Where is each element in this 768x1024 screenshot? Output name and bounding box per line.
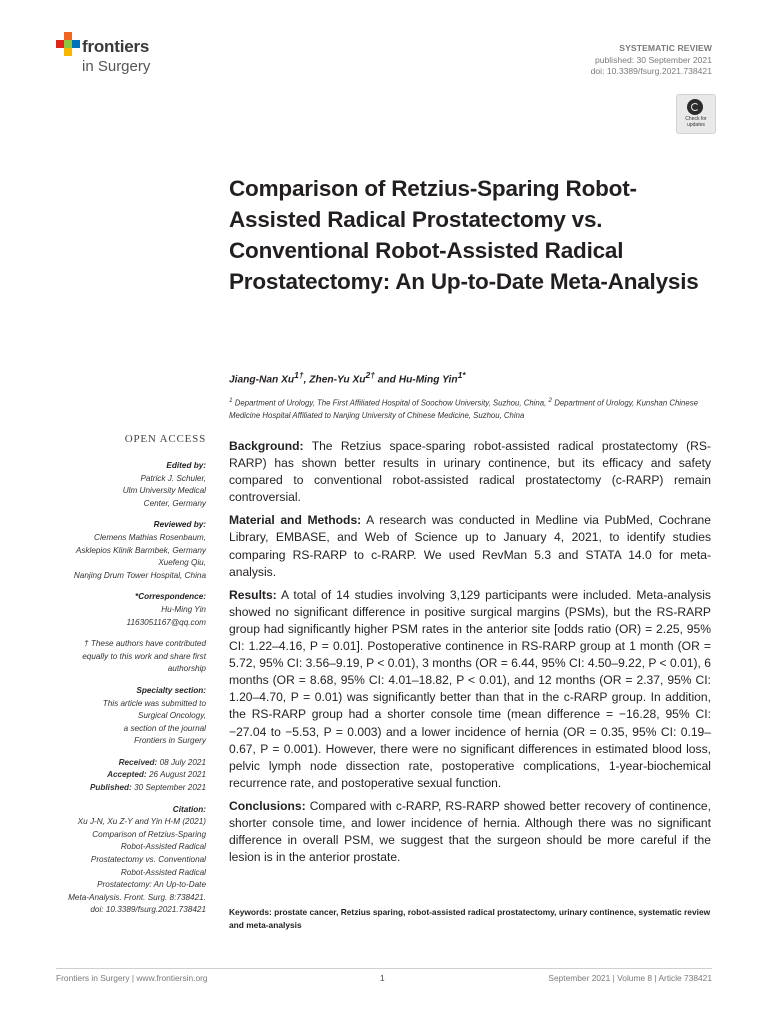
specialty-line: Frontiers in Surgery <box>134 736 206 746</box>
reviewer-line: Clemens Mathias Rosenbaum, <box>94 532 206 542</box>
editor-line: Ulm University Medical <box>122 486 206 496</box>
equal-contribution-note: † These authors have contributed <box>84 639 206 649</box>
received-value: 08 July 2021 <box>159 757 206 767</box>
published-value: 30 September 2021 <box>134 783 206 793</box>
abstract-results <box>229 587 711 792</box>
footer-issue-info: September 2021 | Volume 8 | Article 738421 <box>548 973 712 983</box>
citation-line: Comparison of Retzius-Sparing <box>92 829 206 839</box>
specialty-line: This article was submitted to <box>102 698 206 708</box>
results-text: A total of 14 studies involving 3,129 participants were included. Meta-analysis showed no significant difference in positive surgical margins (PSMs), but the RS-RARP group had significantly higher PSM rates in the anterior site [odds ratio (OR) = 2.25, 95% CI: 1.22–4.16, P = 0.01]. Postoperative continence in RS-RARP group at 1 month (OR = 5.72, 95% CI: 3.56–9.19, P < 0.01), 3 months (OR = 6.44, 95% CI: 4.50–9.22, P < 0.01), 6 months (OR = 8.68, 95% CI: 4.01–18.82, P < 0.01), and 12 months (OR = 2.37, 95% CI: 1.20–4.70, P = 0.01) was significantly better than that in the c-RARP group. In addition, the RS-RARP group had a shorter console time (mean difference = −16.28, 95% CI: −27.04 to −5.53, P = 0.003) and a lower incidence of hernia (OR = 0.35, 95% CI: 0.19–0.67, P = 0.001). However, there were no significant differences in estimated blood loss, pelvic lymph node dissection rate, postoperative complications, 1-year-biochemical recurrence rate, and postoperative sexual function. <box>229 587 711 790</box>
correspondence-label: *Correspondence: <box>135 592 206 602</box>
reviewed-by-label: Reviewed by: <box>153 520 206 530</box>
journal-brand: frontiers <box>82 37 150 56</box>
author-separator: and <box>374 374 399 386</box>
accepted-value: 26 August 2021 <box>148 770 206 780</box>
article-title: Comparison of Retzius-Sparing Robot-Assisted Radical Prostatectomy vs. Conventional Robot-Assisted Radical Prostatectomy: An Up-to-Date Meta-Analysis <box>229 176 699 294</box>
author-name[interactable]: Hu-Ming Yin <box>398 374 458 386</box>
received-label: Received: <box>118 757 158 767</box>
conclusions-heading: Conclusions: <box>229 798 306 813</box>
journal-logo[interactable] <box>56 32 176 80</box>
reviewer-line: Asklepios Klinik Barmbek, Germany <box>75 545 206 555</box>
check-for-updates-button[interactable] <box>676 94 716 134</box>
citation-line: Prostatectomy: An Up-to-Date <box>97 880 206 890</box>
citation-line: Robot-Assisted Radical <box>120 842 206 852</box>
background-heading: Background: <box>229 439 304 453</box>
affiliation-sup: 1 <box>229 397 233 404</box>
conclusions-text: Compared with c-RARP, RS-RARP showed better recovery of continence, shorter console time, and lower incidence of hernia. Although there was no significant difference in overall PSM, we suggest that the surgeon should be more careful if the lesion is in the anterior prostate. <box>229 798 711 865</box>
methods-heading: Material and Methods: <box>229 513 362 528</box>
specialty-line: a section of the journal <box>123 723 206 733</box>
affiliations <box>229 395 699 422</box>
author-list <box>229 370 466 385</box>
published-label: Published: <box>89 783 132 793</box>
abstract-conclusions <box>229 798 711 866</box>
affiliation-text: Department of Urology, The First Affiliated Hospital of Soochow University, Suzhou, China, <box>234 398 549 408</box>
methods-text: A research was conducted in Medline via PubMed, Cochrane Library, EMBASE, and Web of Science up to January 4, 2021, to identify studies comparing RS-RARP to c-RARP. We used RevMan 5.3 and STATA 14.0 for meta-analysis. <box>229 513 711 579</box>
edited-by-label: Edited by: <box>166 461 206 470</box>
author-affil-sup: 1* <box>457 370 466 380</box>
footer-journal-link[interactable]: Frontiers in Surgery | www.frontiersin.org <box>56 973 208 983</box>
specialty-section-label: Specialty section: <box>136 685 206 695</box>
citation-line: Meta-Analysis. Front. Surg. 8:738421. <box>68 892 206 902</box>
correspondence-name: Hu-Ming Yin <box>161 604 206 614</box>
check-updates-icon <box>687 99 703 115</box>
reviewer-line: Xuefeng Qiu, <box>158 558 206 568</box>
keywords-label: Keywords: <box>229 907 272 917</box>
keywords <box>229 906 711 931</box>
abstract <box>229 438 711 872</box>
equal-contribution-note: equally to this work and share first <box>82 651 206 661</box>
accepted-label: Accepted: <box>107 770 147 780</box>
abstract-methods <box>229 512 711 580</box>
footer-divider <box>56 968 712 969</box>
doi-link[interactable]: doi: 10.3389/fsurg.2021.738421 <box>590 66 712 76</box>
correspondence-email[interactable]: 1163051167@qq.com <box>126 617 206 627</box>
author-affil-sup: 2† <box>365 370 375 380</box>
received-date <box>56 757 206 770</box>
author-separator: , <box>303 374 310 386</box>
citation-line: Robot-Assisted Radical <box>120 867 206 877</box>
author-affil-sup: 1† <box>294 370 304 380</box>
keywords-text: prostate cancer, Retzius sparing, robot-assisted radical prostatectomy, urinary continence, systematic review and meta-analysis <box>229 907 711 930</box>
citation-line[interactable]: doi: 10.3389/fsurg.2021.738421 <box>90 905 206 915</box>
article-type: SYSTEMATIC REVIEW <box>619 43 712 53</box>
results-heading: Results: <box>229 587 277 602</box>
affiliation-sup: 2 <box>548 397 553 404</box>
author-name[interactable]: Jiang-Nan Xu <box>229 374 295 386</box>
editor-line: Center, Germany <box>143 498 206 508</box>
page-number: 1 <box>380 973 385 983</box>
reviewer-line: Nanjing Drum Tower Hospital, China <box>73 570 206 580</box>
author-name[interactable]: Zhen-Yu Xu <box>309 374 366 386</box>
citation-line: Xu J-N, Xu Z-Y and Yin H-M (2021) <box>77 817 206 827</box>
check-updates-label: Check for updates <box>685 116 707 128</box>
frontiers-logo-icon <box>56 32 80 60</box>
article-info-sidebar <box>56 460 206 917</box>
affiliation-text: Department of Urology, Kunshan Chinese Medicine Hospital Affiliated to Nanjing University of Chinese Medicine, Suzhou, China <box>229 398 698 420</box>
published-date-sidebar <box>56 782 206 795</box>
accepted-date <box>56 769 206 782</box>
published-date: published: 30 September 2021 <box>594 55 712 65</box>
open-access-label: OPEN ACCESS <box>124 433 206 445</box>
specialty-line: Surgical Oncology, <box>137 711 206 721</box>
journal-subtitle: in Surgery <box>82 58 151 75</box>
abstract-background <box>229 438 711 506</box>
background-text: The Retzius space-sparing robot-assisted radical prostatectomy (RS-RARP) has shown better results in urinary continence, but its efficacy and safety compared to conventional robot-assisted radical prostatectomy (c-RARP) remain controversial. <box>229 439 711 505</box>
citation-label: Citation: <box>172 804 206 814</box>
editor-line: Patrick J. Schuler, <box>140 473 206 483</box>
equal-contribution-note: authorship <box>167 664 206 674</box>
citation-line: Prostatectomy vs. Conventional <box>90 855 206 865</box>
